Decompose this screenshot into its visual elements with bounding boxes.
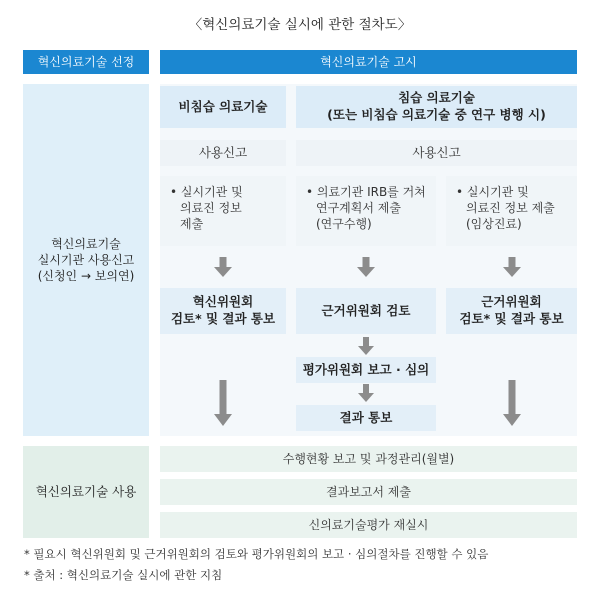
invasive-header-line-1: 침습 의료기술 bbox=[398, 90, 475, 106]
down-arrow-icon bbox=[214, 257, 232, 277]
left-panel-line-1: 혁신의료기술 bbox=[51, 236, 121, 251]
usage-panel-label: 혁신의료기술 사용 bbox=[23, 446, 149, 538]
down-arrow-long-icon bbox=[503, 380, 521, 426]
invasive-clinical-detail bbox=[446, 176, 577, 246]
result-notification: 결과 통보 bbox=[296, 405, 436, 431]
invasive-clinical-detail-line-1: • 실시기관 및 bbox=[456, 185, 529, 199]
invasive-clinical-result bbox=[446, 288, 577, 334]
down-arrow-icon bbox=[503, 257, 521, 277]
left-panel-line-3: (신청인 → 보의연) bbox=[37, 269, 135, 284]
invasive-clinical-detail-line-2: 의료진 정보 제출 bbox=[466, 201, 555, 216]
down-arrow-icon bbox=[358, 384, 374, 402]
noninvasive-header: 비침습 의료기술 bbox=[160, 86, 286, 128]
footnote-source: * 출처 : 혁신의료기술 실시에 관한 지침 bbox=[24, 568, 223, 582]
noninvasive-usage-report: 사용신고 bbox=[160, 140, 286, 166]
usage-row-status-report: 수행현황 보고 및 과정관리(월별) bbox=[160, 446, 577, 472]
invasive-header bbox=[296, 86, 577, 128]
noninvasive-result-line-1: 혁신위원회 bbox=[192, 294, 254, 310]
invasive-clinical-result-line-2: 검토* 및 결과 통보 bbox=[459, 311, 564, 326]
noninvasive-result-line-2: 검토* 및 결과 통보 bbox=[170, 311, 276, 326]
noninvasive-detail bbox=[160, 176, 286, 246]
invasive-header-line-2: (또는 비침습 의료기술 중 연구 병행 시) bbox=[327, 107, 546, 122]
evaluation-committee-report: 평가위원회 보고 · 심의 bbox=[296, 357, 436, 383]
footnote-procedure: * 필요시 혁신위원회 및 근거위원회의 검토와 평가위원회의 보고 · 심의절차를 진행할 수 있음 bbox=[24, 547, 489, 561]
left-panel-usage-report bbox=[23, 84, 149, 436]
invasive-usage-report: 사용신고 bbox=[296, 140, 577, 166]
header-selection: 혁신의료기술 선정 bbox=[23, 50, 149, 74]
diagram-title: 〈혁신의료기술 실시에 관한 절차도〉 bbox=[188, 17, 412, 33]
invasive-research-detail-line-3: (연구수행) bbox=[316, 217, 372, 232]
evidence-committee-review: 근거위원회 검토 bbox=[296, 288, 436, 334]
invasive-research-detail-line-2: 연구계획서 제출 bbox=[316, 201, 401, 216]
usage-row-final-report: 결과보고서 제출 bbox=[160, 479, 577, 505]
noninvasive-detail-line-3: 제출 bbox=[180, 217, 204, 232]
invasive-clinical-result-line-1: 근거위원회 bbox=[481, 294, 542, 310]
down-arrow-icon bbox=[357, 257, 375, 277]
usage-row-reassessment: 신의료기술평가 재실시 bbox=[160, 512, 577, 538]
header-notice: 혁신의료기술 고시 bbox=[160, 50, 577, 74]
invasive-clinical-detail-line-3: (임상진료) bbox=[466, 217, 522, 232]
noninvasive-detail-line-1: • 실시기관 및 bbox=[170, 185, 243, 199]
invasive-research-detail-line-1: • 의료기관 IRB를 거쳐 bbox=[306, 185, 426, 199]
invasive-research-detail bbox=[296, 176, 436, 246]
noninvasive-detail-line-2: 의료진 정보 bbox=[180, 201, 242, 216]
left-panel-line-2: 실시기관 사용신고 bbox=[37, 252, 135, 267]
down-arrow-long-icon bbox=[214, 380, 232, 426]
down-arrow-icon bbox=[358, 337, 374, 355]
noninvasive-result bbox=[160, 288, 286, 334]
